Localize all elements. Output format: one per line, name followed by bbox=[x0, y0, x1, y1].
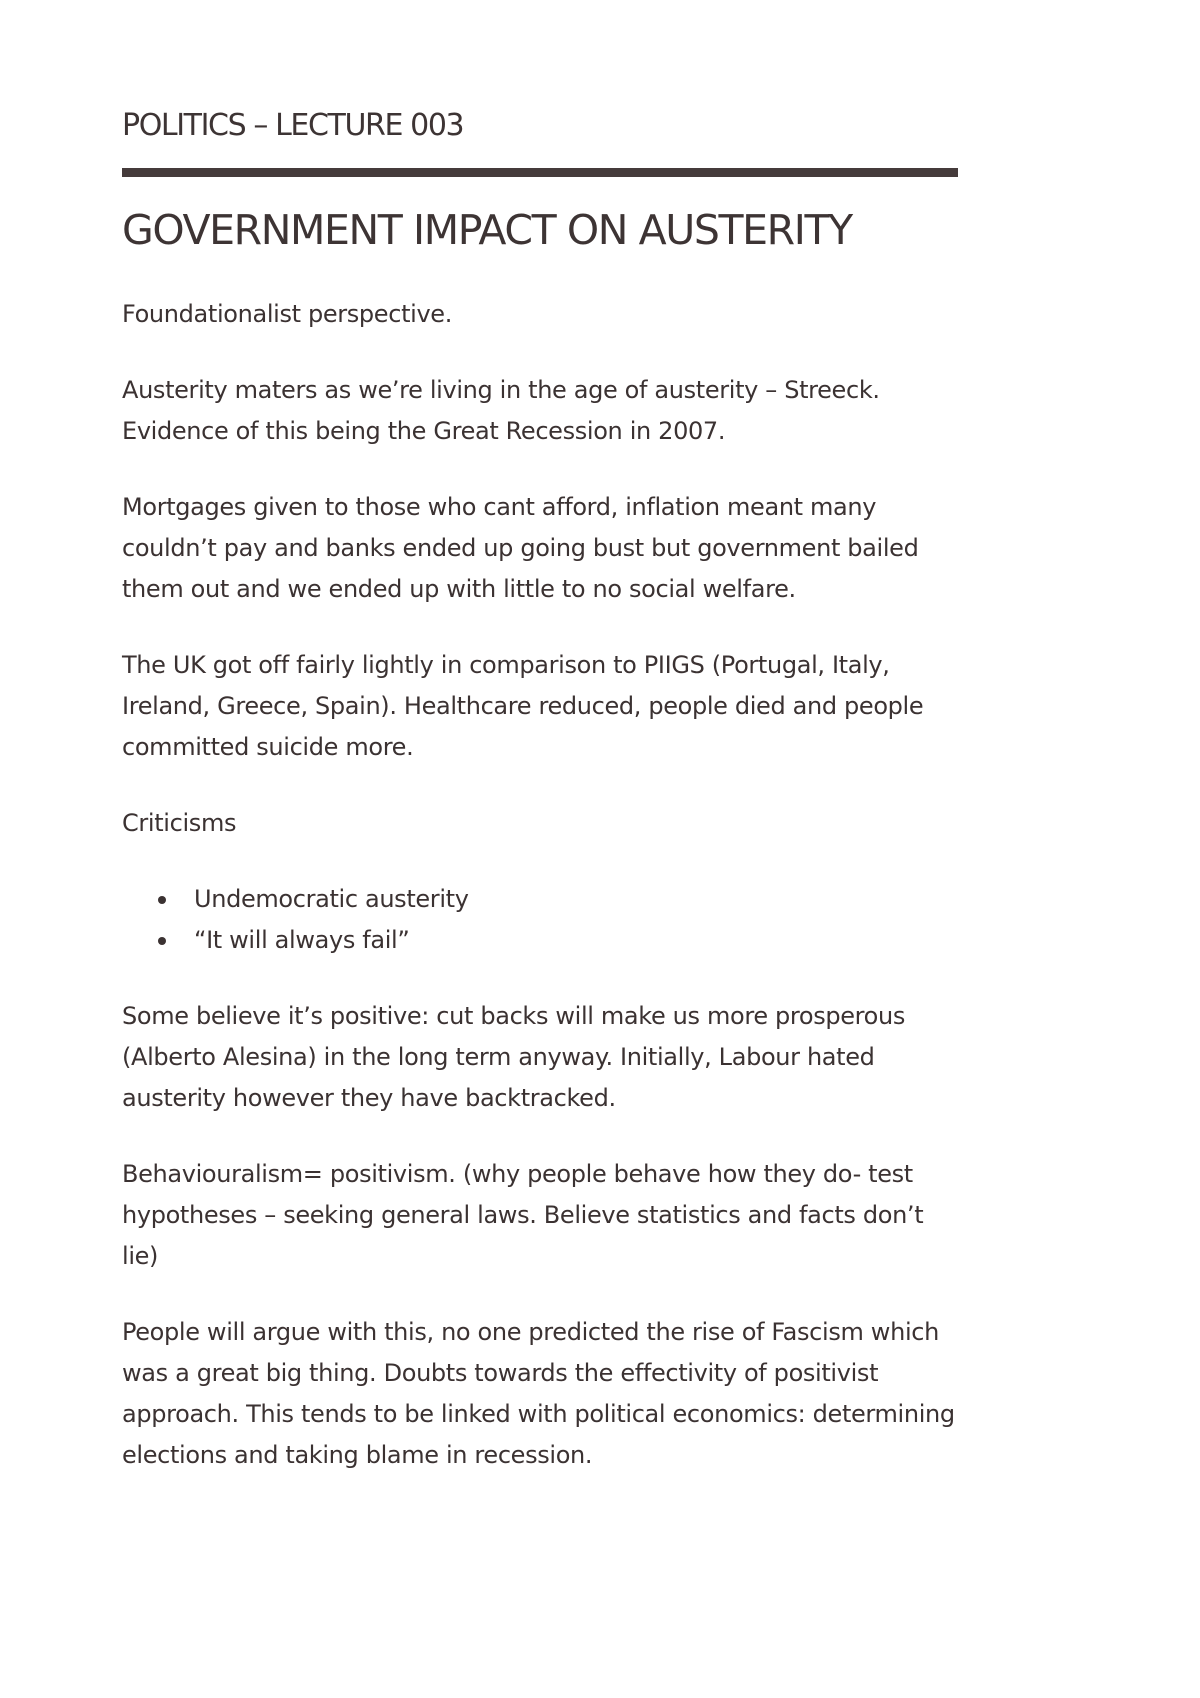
bullet-icon bbox=[158, 937, 166, 945]
bullet-icon bbox=[158, 896, 166, 904]
paragraph-perspective: Foundationalist perspective. bbox=[122, 300, 452, 328]
paragraph-age-of-austerity: Austerity maters as we’re living in the age of austerity – Streeck. Evidence of this being the Great Recession in 2007. bbox=[122, 376, 880, 445]
list-item bbox=[194, 920, 962, 961]
list-item-text: Undemocratic austerity bbox=[194, 885, 469, 913]
list-item-text: “It will always fail” bbox=[194, 926, 410, 954]
paragraph-criticisms-heading: Criticisms bbox=[122, 809, 237, 837]
paragraph-behaviouralism: Behaviouralism= positivism. (why people behave how they do- test hypotheses – seeking general laws. Believe statistics and facts don’t lie) bbox=[122, 1160, 924, 1270]
paragraph-piigs: The UK got off fairly lightly in comparison to PIIGS (Portugal, Italy, Ireland, Greece, Spain). Healthcare reduced, people died and people committed suicide more. bbox=[122, 651, 924, 761]
paragraph-argument: People will argue with this, no one predicted the rise of Fascism which was a great big thing. Doubts towards the effectivity of positivist approach. This tends to be linked with political economics: determining elections and taking blame in recession. bbox=[122, 1318, 955, 1469]
title-divider bbox=[122, 168, 958, 177]
lecture-title: POLITICS – LECTURE 003 bbox=[122, 108, 464, 143]
document-body bbox=[122, 294, 962, 1511]
criticisms-list bbox=[122, 879, 962, 961]
page-heading: GOVERNMENT IMPACT ON AUSTERITY bbox=[122, 206, 852, 254]
list-item bbox=[194, 879, 962, 920]
paragraph-mortgages: Mortgages given to those who cant afford, inflation meant many couldn’t pay and banks ended up going bust but government bailed them out and we ended up with little to no social welfare. bbox=[122, 493, 919, 603]
paragraph-positive-view: Some believe it’s positive: cut backs will make us more prosperous (Alberto Alesina) in the long term anyway. Initially, Labour hated austerity however they have backtracked. bbox=[122, 1002, 906, 1112]
